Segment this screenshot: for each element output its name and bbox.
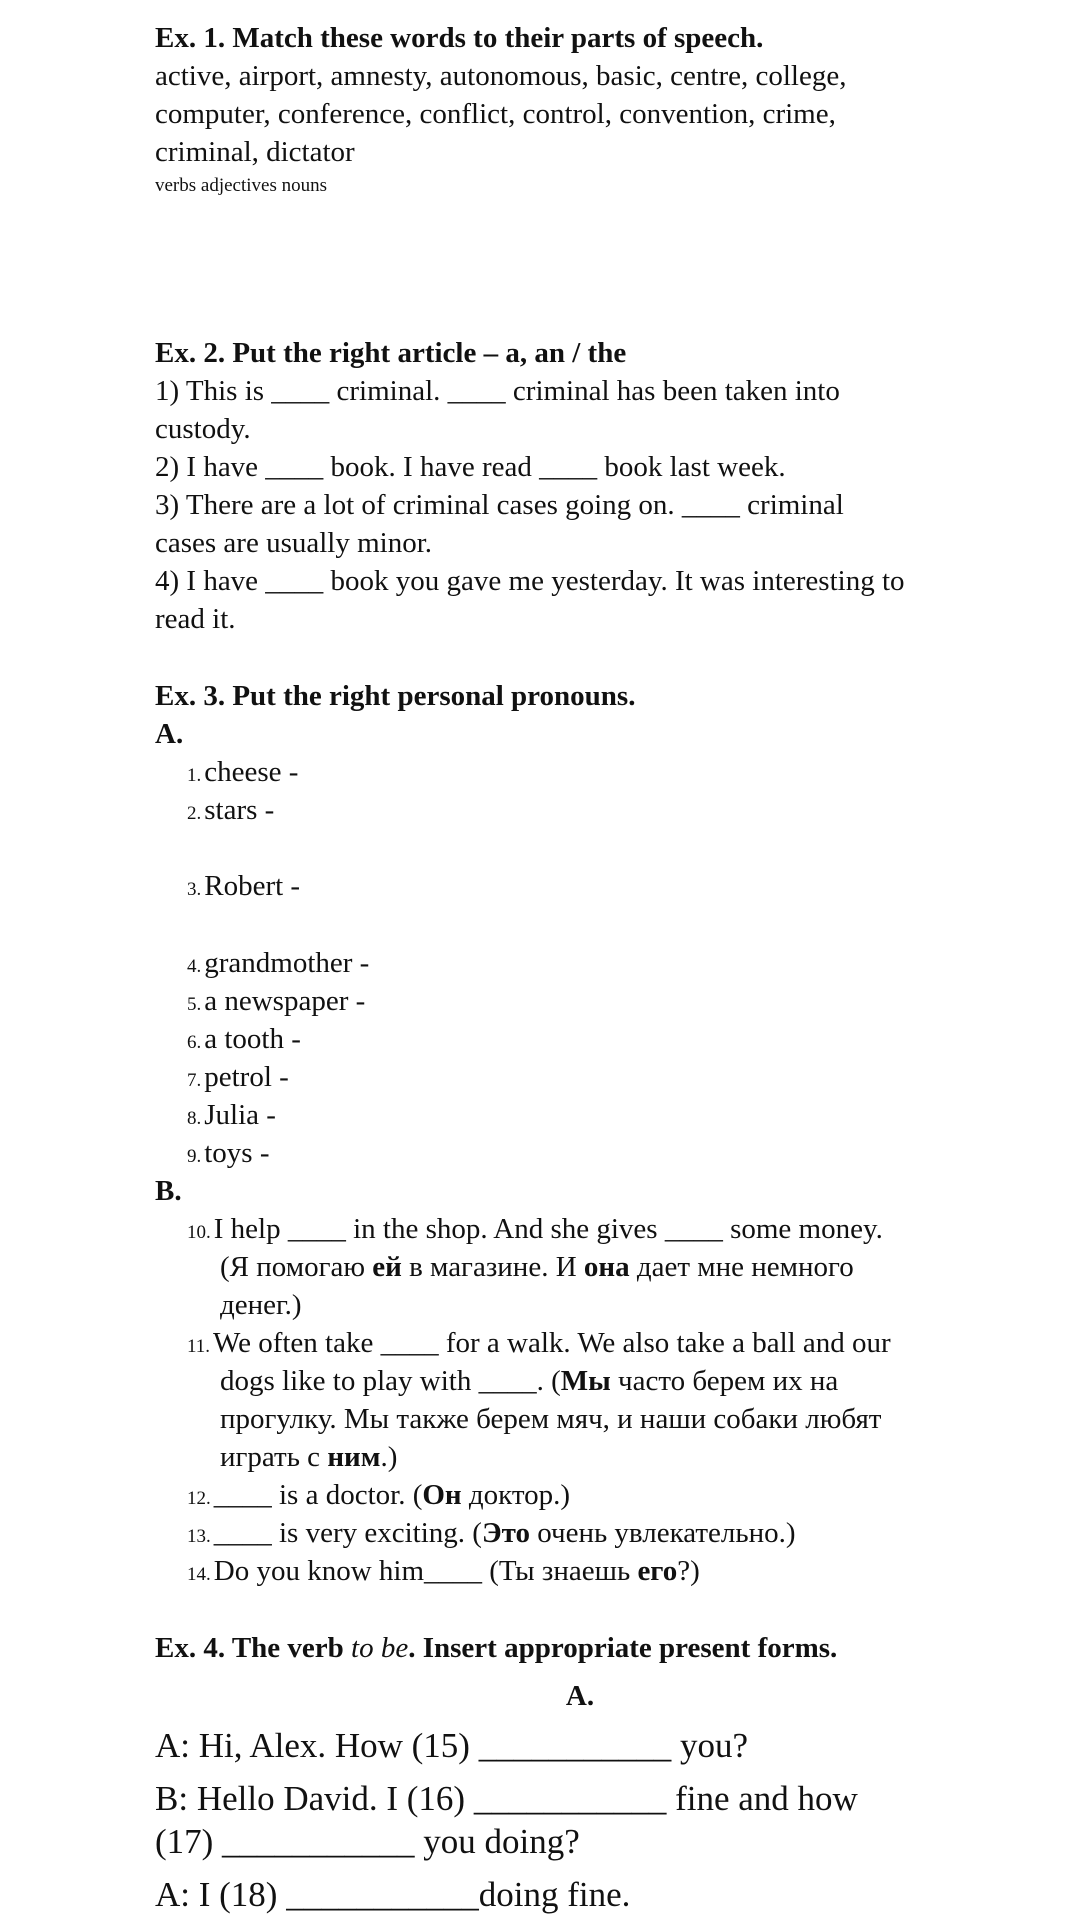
ex1-words-line-3: criminal, dictator <box>155 136 355 168</box>
translation-text: в магазине. И <box>401 1251 584 1283</box>
item-text: petrol - <box>204 1061 289 1093</box>
translation-bold: Это <box>481 1517 530 1549</box>
ex1-categories: verbs adjectives nouns <box>155 175 328 196</box>
ex3-item-6 <box>187 1020 301 1062</box>
ex4-title-part: . Insert appropriate present forms. <box>408 1632 838 1664</box>
translation-text: очень увлекательно.) <box>529 1517 796 1549</box>
ex1-words-line-1: active, airport, amnesty, autonomous, basic, centre, college, <box>155 60 847 92</box>
ex2-line-1: 1) This is ____ criminal. ____ criminal has been taken into <box>155 375 840 407</box>
item-number: 12. <box>187 1488 211 1509</box>
ex3-item-14 <box>187 1552 700 1594</box>
ex3-item-3 <box>187 867 300 909</box>
ex3-item-11-line-3: прогулку. Мы также берем мяч, и наши собаки любят <box>220 1403 882 1435</box>
item-text: a newspaper - <box>204 985 366 1017</box>
ex3-item-10-line-3: денег.) <box>220 1289 302 1321</box>
item-text: Julia - <box>204 1099 276 1131</box>
item-number: 13. <box>187 1526 211 1547</box>
item-number: 4. <box>187 956 202 977</box>
ex4-title-italic: to be <box>351 1632 409 1664</box>
item-number: 9. <box>187 1146 202 1167</box>
item-text: stars - <box>204 794 275 826</box>
ex1-title: Ex. 1. Match these words to their parts of speech. <box>155 22 764 54</box>
item-text: ____ is very exciting. ( <box>213 1517 482 1549</box>
translation-text: (Я помогаю <box>220 1251 373 1283</box>
ex3-item-11-line-4 <box>220 1438 397 1476</box>
ex3-item-9 <box>187 1134 270 1176</box>
ex2-line-5: cases are usually minor. <box>155 527 433 559</box>
translation-text: ?) <box>677 1555 700 1587</box>
ex1-words-line-2: computer, conference, conflict, control, convention, crime, <box>155 98 836 130</box>
ex4-section-a: A. <box>565 1680 595 1712</box>
item-number: 5. <box>187 994 202 1015</box>
item-number: 2. <box>187 803 202 824</box>
ex3-item-7 <box>187 1058 289 1100</box>
item-text: toys - <box>204 1137 270 1169</box>
item-text: ____ is a doctor. ( <box>213 1479 423 1511</box>
item-text: Robert - <box>204 870 301 902</box>
ex4-title <box>155 1629 837 1667</box>
ex4-dialog-line-4: A: I (18) ___________doing fine. <box>155 1875 631 1914</box>
item-text: I help ____ in the shop. And she gives ____ some money. <box>213 1213 883 1245</box>
ex4-dialog-line-2: B: Hello David. I (16) ___________ fine and how <box>155 1779 858 1818</box>
ex2-title: Ex. 2. Put the right article – a, an / the <box>155 337 627 369</box>
item-text: We often take ____ for a walk. We also take a ball and our <box>213 1327 891 1359</box>
item-number: 14. <box>187 1564 211 1585</box>
item-text: dogs like to play with ____. ( <box>220 1365 561 1397</box>
ex3-title: Ex. 3. Put the right personal pronouns. <box>155 680 636 712</box>
item-number: 10. <box>187 1222 211 1243</box>
ex3-item-13 <box>187 1514 796 1556</box>
translation-bold: ей <box>372 1251 402 1283</box>
translation-bold: его <box>637 1555 678 1587</box>
ex3-item-11-line-1 <box>187 1324 891 1366</box>
item-text: grandmother - <box>204 947 370 979</box>
translation-text: дает мне немного <box>629 1251 854 1283</box>
ex3-section-b: B. <box>155 1175 182 1207</box>
ex3-item-4 <box>187 944 369 986</box>
ex2-line-4: 3) There are a lot of criminal cases going on. ____ criminal <box>155 489 844 521</box>
ex3-item-12 <box>187 1476 570 1518</box>
item-text: cheese - <box>204 756 299 788</box>
ex3-item-2 <box>187 791 274 833</box>
item-number: 1. <box>187 765 202 786</box>
ex2-line-2: custody. <box>155 413 251 445</box>
translation-bold: ним <box>327 1441 381 1473</box>
translation-text: .) <box>380 1441 398 1473</box>
ex3-item-5 <box>187 982 365 1024</box>
item-text: a tooth - <box>204 1023 301 1055</box>
translation-text: доктор.) <box>461 1479 571 1511</box>
ex3-item-1 <box>187 753 298 795</box>
ex2-line-6: 4) I have ____ book you gave me yesterday. It was interesting to <box>155 565 905 597</box>
ex3-item-10-line-2 <box>220 1248 854 1286</box>
item-number: 11. <box>187 1336 211 1357</box>
ex2-line-7: read it. <box>155 603 236 635</box>
translation-text: часто берем их на <box>610 1365 839 1397</box>
ex3-item-11-line-2 <box>220 1362 838 1400</box>
ex3-item-8 <box>187 1096 276 1138</box>
ex2-line-3: 2) I have ____ book. I have read ____ book last week. <box>155 451 786 483</box>
item-number: 7. <box>187 1070 202 1091</box>
ex3-section-a: A. <box>155 718 184 750</box>
ex4-title-part: Ex. 4. The verb <box>155 1632 352 1664</box>
translation-text: играть с <box>220 1441 328 1473</box>
item-number: 6. <box>187 1032 202 1053</box>
item-number: 3. <box>187 879 202 900</box>
ex4-dialog-line-3: (17) ___________ you doing? <box>155 1822 580 1861</box>
ex4-dialog-line-1: A: Hi, Alex. How (15) ___________ you? <box>155 1726 749 1765</box>
item-number: 8. <box>187 1108 202 1129</box>
item-text: Do you know him____ (Ты знаешь <box>213 1555 638 1587</box>
ex3-item-10-line-1 <box>187 1210 883 1252</box>
translation-bold: Он <box>422 1479 462 1511</box>
translation-bold: она <box>583 1251 630 1283</box>
translation-bold: Мы <box>560 1365 611 1397</box>
